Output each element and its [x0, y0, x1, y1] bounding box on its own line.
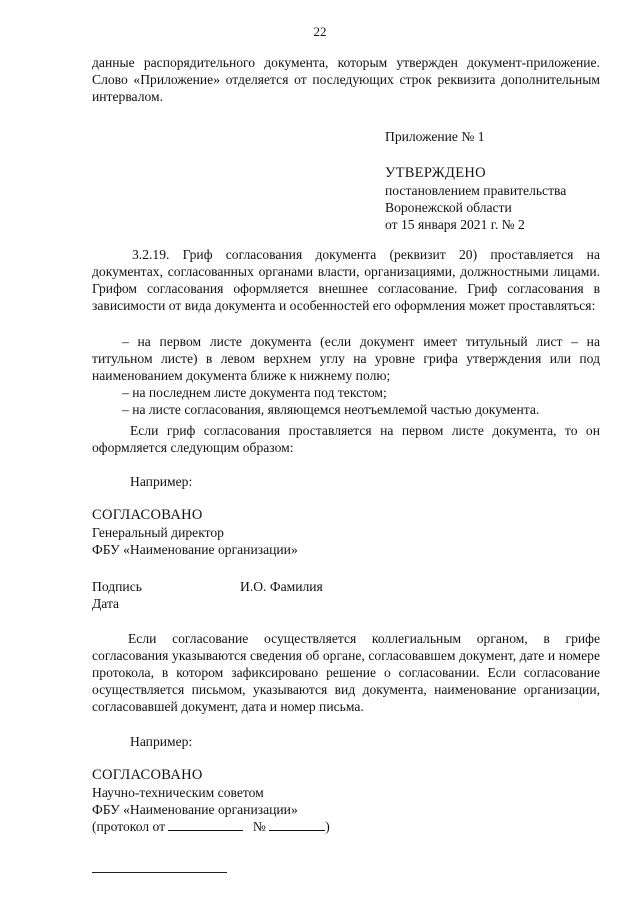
example1-title: СОГЛАСОВАНО [92, 507, 203, 523]
approval-block-1 [92, 507, 492, 558]
protocol-prefix: (протокол от [92, 819, 166, 834]
protocol-number-blank [269, 818, 325, 831]
signature-label: Подпись [92, 579, 142, 594]
example1-org: ФБУ «Наименование организации» [92, 542, 298, 557]
bullet-2: – на последнем листе документа под текстом; [122, 385, 387, 400]
example2-body: Научно-техническим советом [92, 785, 264, 800]
example2-title: СОГЛАСОВАНО [92, 767, 203, 783]
approval-line-2: Воронежской области [385, 200, 512, 215]
collegial-paragraph: Если согласование осуществляется коллегиальным органом, в грифе согласования указываются сведения об органе, согласовавшем документ, дате и номере протокола, в котором зафиксировано решение о согласовании. Если согласование осуществляется письмом, указываются вид документа, наименование организации, согласовавшей документ, дата и номер письма. [92, 631, 600, 714]
protocol-date-blank [168, 818, 243, 831]
example-label-1: Например: [130, 474, 193, 489]
approval-line-1: постановлением правительства [385, 183, 567, 198]
approval-block-2 [92, 767, 512, 835]
first-sheet-paragraph: Если гриф согласования проставляется на первом листе документа, то он оформляется следующим образом: [92, 423, 600, 455]
intro-paragraph: данные распорядительного документа, которым утвержден документ-приложение. Слово «Приложение» отделяется от последующих строк реквизита дополнительным интервалом. [92, 55, 600, 104]
footnote-divider [92, 872, 227, 873]
section-paragraph: 3.2.19. Гриф согласования документа (реквизит 20) проставляется на документах, согласованных органами власти, организациями, должностными лицами. Грифом согласования оформляется внешнее согласование. Гриф согласования в зависимости от вида документа и особенностей его оформления может проставляться: [92, 247, 600, 313]
example-label-2: Например: [130, 734, 193, 749]
protocol-line [92, 818, 512, 835]
example1-position: Генеральный директор [92, 525, 224, 540]
signature-name: И.О. Фамилия [240, 579, 323, 594]
appendix-label: Приложение № 1 [385, 129, 485, 144]
number-sign: № [252, 819, 266, 834]
date-label: Дата [92, 596, 120, 611]
approval-line-3: от 15 января 2021 г. № 2 [385, 217, 525, 232]
page-number: 22 [313, 24, 327, 39]
example2-org: ФБУ «Наименование организации» [92, 802, 298, 817]
approval-stamp [385, 165, 566, 233]
bullet-1: – на первом листе документа (если документ имеет титульный лист – на титульном листе) в левом верхнем углу на уровне грифа утверждения или под наименованием документа ближе к нижнему полю; [92, 334, 600, 383]
protocol-close: ) [325, 819, 330, 834]
approved-title: УТВЕРЖДЕНО [385, 165, 486, 181]
appendix-stamp [385, 128, 485, 145]
bullet-3: – на листе согласования, являющемся неотъемлемой частью документа. [122, 402, 540, 417]
